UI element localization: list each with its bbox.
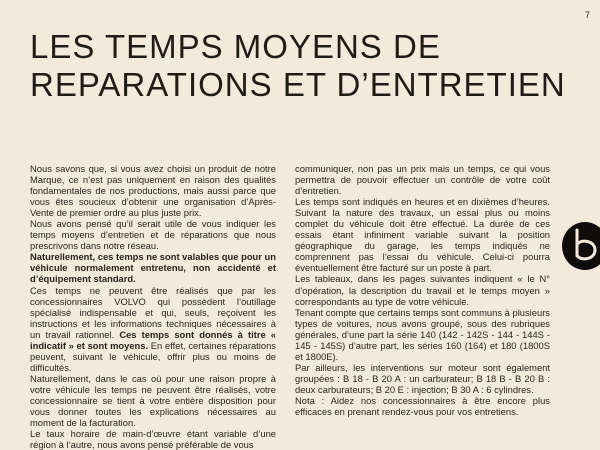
paragraph-text: Ces temps ne peuvent être réalisés que par les concessionnaires VOLVO qui possèdent l’outillage spécialisé indispensable et qui, seuls, reçoivent les instructions et les informations techniques nécessaires à un travail rationnel. — [30, 284, 276, 340]
right-column — [295, 163, 550, 417]
left-column — [30, 163, 276, 450]
title-line-2: REPARATIONS ET D’ENTRETIEN — [30, 66, 566, 103]
paragraph: Les temps sont indiqués en heures et en dixièmes d’heures. Suivant la nature des travaux, un essai plus ou moins complet du véhicule doit être effectué. La durée de ces essais étant infiniment variable suivant la position géographique du garage, les temps indiqués ne comprennent pas l’essai du véhicule. Celui-ci pourra éventuellement être facturé sur un poste à part. — [295, 196, 550, 274]
paragraph: Nous avons pensé qu’il serait utile de vous indiquer les temps moyens d’entretien et de réparations que nous prescrivons dans notre réseau. — [30, 218, 276, 252]
title-line-1: LES TEMPS MOYENS DE — [30, 28, 441, 65]
paragraph: Nous savons que, si vous avez choisi un produit de notre Marque, ce n’est pas uniquement en raison des qualités fondamentales de nos productions, mais aussi parce que vous êtes soucieux d’obtenir une organisation d’Après-Vente de premier ordre au plus juste prix. — [30, 163, 276, 219]
section-b-tab-icon — [562, 222, 600, 270]
paragraph-emphasis: Naturellement, ces temps ne sont valables que pour un véhicule normalement entretenu, non accidenté et d’équipement standard. — [30, 251, 276, 285]
paragraph-emphasis: Ces temps sont donnés à titre « indicatif » et sont moyens. — [30, 328, 276, 351]
section-b-glyph — [562, 222, 600, 270]
paragraph — [30, 285, 276, 373]
paragraph: communiquer, non pas un prix mais un temps, ce qui vous permettra de pouvoir effectuer un contrôle de votre coût d’entretien. — [295, 163, 550, 197]
paragraph: Les tableaux, dans les pages suivantes indiquent « le N° d’opération, la description du travail et le temps moyen » correspondants au type de votre véhicule. — [295, 273, 550, 307]
paragraph: Naturellement, dans le cas où pour une raison propre à votre véhicule les temps ne peuvent être réalisés, votre concessionnaire se tient à votre entière disposition pour vous donner toutes les explications nécessaires au moment de la facturation. — [30, 372, 276, 429]
paragraph-text: En effet, certaines réparations peuvent, suivant le véhicule, offrir plus ou moins de difficultés. — [30, 339, 276, 373]
paragraph-note: Nota : Aidez nos concessionnaires à être encore plus efficaces en prenant rendez-vous pour vos entretiens. — [295, 394, 550, 418]
paragraph: Le taux horaire de main-d’œuvre étant variable d’une région à l’autre, nous avons pensé préférable de vous — [30, 428, 276, 450]
page-title — [30, 28, 570, 104]
page-number: 7 — [584, 10, 590, 20]
paragraph: Par ailleurs, les interventions sur moteur sont également groupées : B 18 - B 20 A : un carburateur; B 18 B - B 20 B : deux carburateurs; B 20 E : injection; B 30 A : 6 cylindres. — [295, 361, 550, 395]
paragraph: Tenant compte que certains temps sont communs à plusieurs types de voitures, nous avons groupé, sous des rubriques générales, d’une part la série 140 (142 - 142S - 144 - 144S - 145 - 145S) d’autre part, les séries 160 (164) et 180 (1800S et 1800E). — [295, 306, 550, 362]
